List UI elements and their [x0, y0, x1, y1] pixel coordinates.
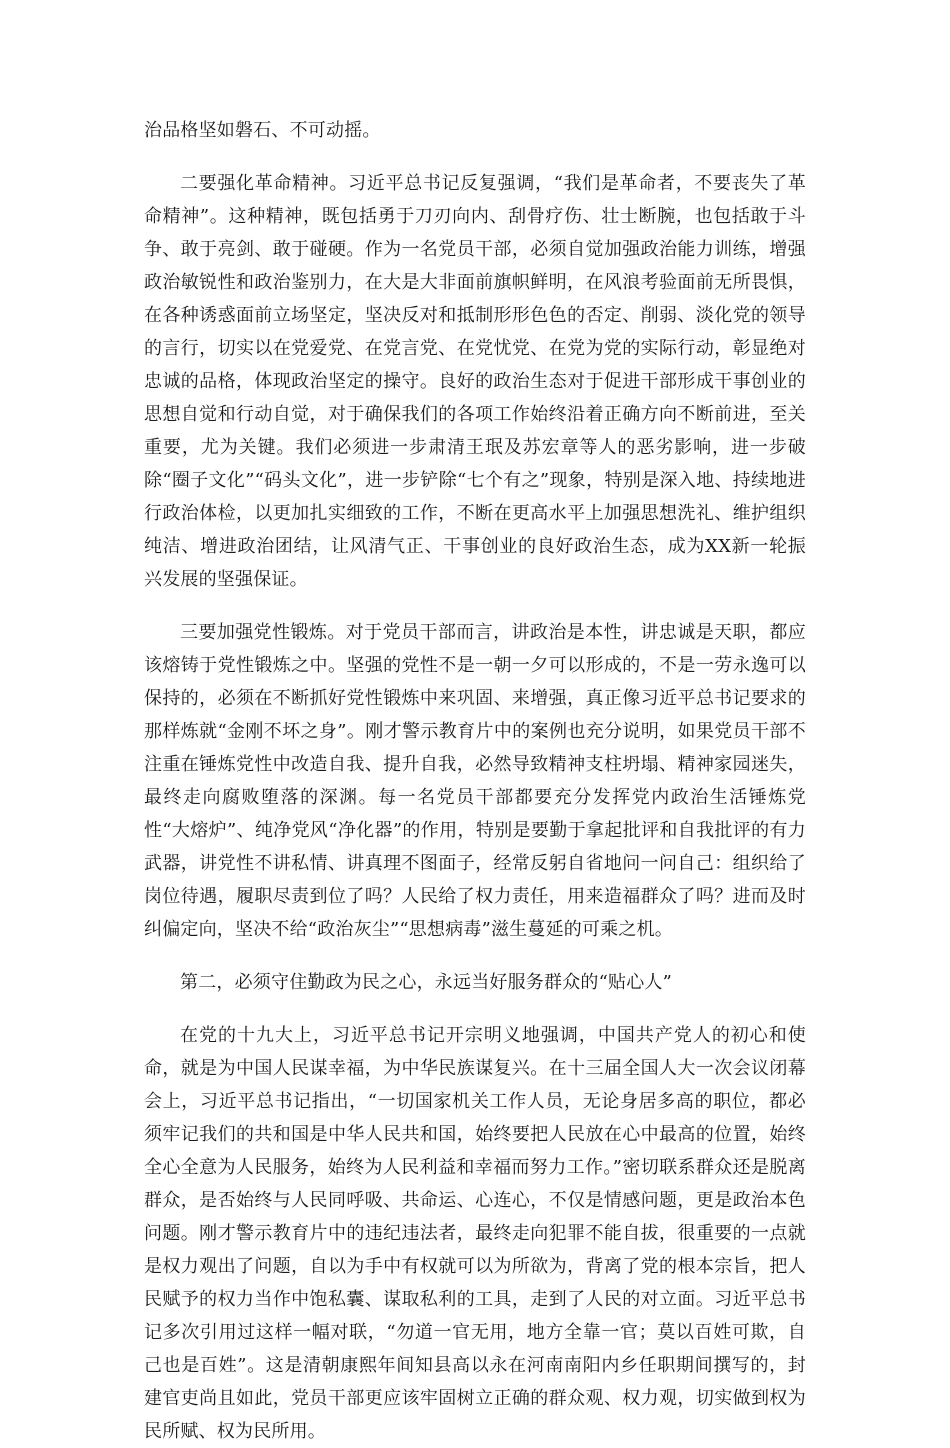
section-heading-second: 第二，必须守住勤政为民之心，永远当好服务群众的“贴心人” [180, 972, 673, 993]
paragraph-party-spirit: 三要加强党性锻炼。对于党员干部而言，讲政治是本性，讲忠诚是天职，都应该熔铸于党性锻炼之中。坚强的党性不是一朝一夕可以形成的，不是一劳永逸可以保持的，必须在不断抓好党性锻炼中来巩固、来增强，真正像习近平总书记要求的那样炼就“金刚不坏之身”。刚才警示教育片中的案例也充分说明，如果党员干部不注重在锤炼党性中改造自我、提升自我，必然导致精神支柱坍塌、精神家园迷失，最终走向腐败堕落的深渊。每一名党员干部都要充分发挥党内政治生活锤炼党性“大熔炉”、纯净党风“净化器”的作用，特别是要勤于拿起批评和自我批评的有力武器，讲党性不讲私情、讲真理不图面子，经常反躬自省地问一问自己：组织给了岗位待遇，履职尽责到位了吗？人民给了权力责任，用来造福群众了吗？进而及时纠偏定向，坚决不给“政治灰尘”“思想病毒”滋生蔓延的可乘之机。 [144, 622, 806, 940]
paragraph-serve-people: 在党的十九大上，习近平总书记开宗明义地强调，中国共产党人的初心和使命，就是为中国人民谋幸福，为中华民族谋复兴。在十三届全国人大一次会议闭幕会上，习近平总书记指出，“一切国家机关工作人员，无论身居多高的职位，都必须牢记我们的共和国是中华人民共和国，始终要把人民放在心中最高的位置，始终全心全意为人民服务，始终为人民利益和幸福而努力工作。”密切联系群众还是脱离群众，是否始终与人民同呼吸、共命运、心连心，不仅是情感问题，更是政治本色问题。刚才警示教育片中的违纪违法者，最终走向犯罪不能自拔，很重要的一点就是权力观出了问题，自以为手中有权就可以为所欲为，背离了党的根本宗旨，把人民赋予的权力当作中饱私囊、谋取私利的工具，走到了人民的对立面。习近平总书记多次引用过这样一幅对联，“勿道一官无用，地方全靠一官；莫以百姓可欺，自己也是百姓”。这是清朝康熙年间知县高以永在河南南阳内乡任职期间撰写的，封建官吏尚且如此，党员干部更应该牢固树立正确的群众观、权力观，切实做到权为民所赋、权为民所用。 [144, 1025, 806, 1442]
paragraph-continuation: 治品格坚如磐石、不可动摇。 [144, 120, 381, 141]
paragraph-revolutionary-spirit: 二要强化革命精神。习近平总书记反复强调，“我们是革命者，不要丧失了革命精神”。这种精神，既包括勇于刀刃向内、刮骨疗伤、壮士断腕，也包括敢于斗争、敢于亮剑、敢于碰硬。作为一名党员干部，必须自觉加强政治能力训练，增强政治敏锐性和政治鉴别力，在大是大非面前旗帜鲜明，在风浪考验面前无所畏惧，在各种诱惑面前立场坚定，坚决反对和抵制形形色色的否定、削弱、淡化党的领导的言行，切实以在党爱党、在党言党、在党忧党、在党为党的实际行动，彰显绝对忠诚的品格，体现政治坚定的操守。良好的政治生态对于促进干部形成干事创业的思想自觉和行动自觉，对于确保我们的各项工作始终沿着正确方向不断前进，至关重要，尤为关键。我们必须进一步肃清王珉及苏宏章等人的恶劣影响，进一步破除“圈子文化”“码头文化”，进一步铲除“七个有之”现象，特别是深入地、持续地进行政治体检，以更加扎实细致的工作，不断在更高水平上加强思想洗礼、维护组织纯洁、增进政治团结，让风清气正、干事创业的良好政治生态，成为XX新一轮振兴发展的坚强保证。 [144, 173, 806, 590]
document-page [144, 114, 806, 1448]
